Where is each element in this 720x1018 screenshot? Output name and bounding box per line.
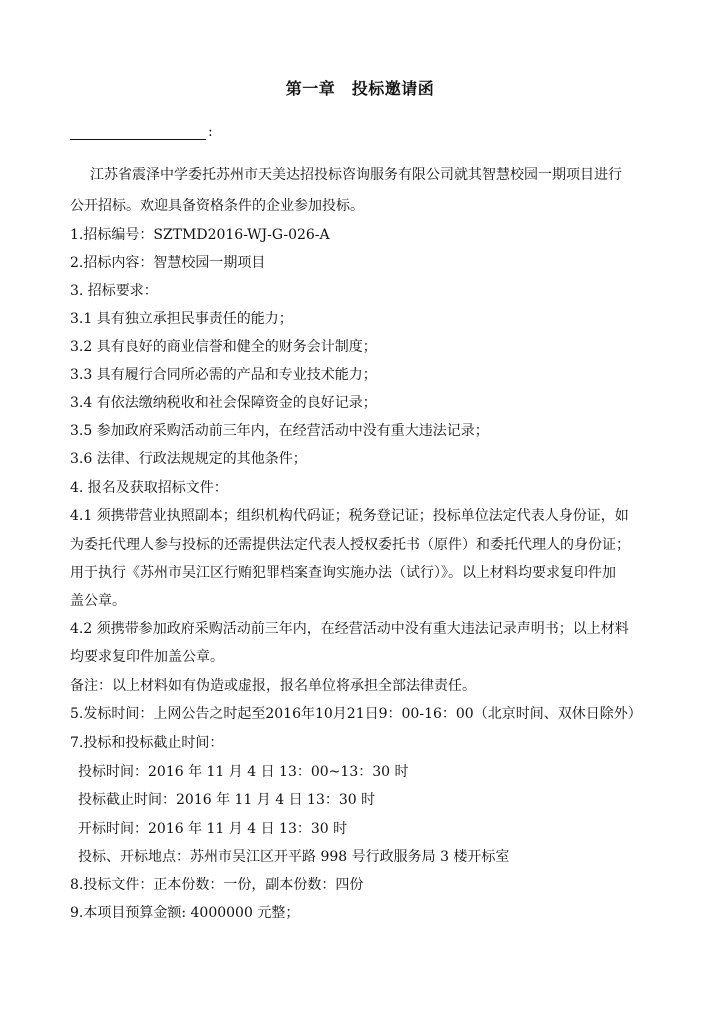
item-bid-times-heading: 7.投标和投标截止时间： <box>70 735 224 751</box>
item-registration-heading: 4. 报名及获取招标文件： <box>70 480 228 496</box>
item-requirements-heading: 3. 招标要求： <box>70 283 158 299</box>
item-budget: 9.本项目预算金额: 4000000 元整； <box>70 905 300 921</box>
registration-4-1-line-2: 为委托代理人参与投标的还需提供法定代表人授权委托书（原件）和委托代理人的身份证； <box>70 537 630 553</box>
requirement-3-4: 3.4 有依法缴纳税收和社会保障资金的良好记录； <box>70 395 377 411</box>
intro-paragraph-line-2: 公开招标。欢迎具备资格条件的企业参加投标。 <box>70 198 364 214</box>
registration-4-2-line-2: 均要求复印件加盖公章。 <box>70 649 224 665</box>
bid-time: 投标时间：2016 年 11 月 4 日 13：00~13：30 时 <box>78 764 409 780</box>
bid-deadline: 投标截止时间：2016 年 11 月 4 日 13：30 时 <box>78 792 376 808</box>
item-bid-documents: 8.投标文件：正本份数：一份，副本份数：四份 <box>70 877 364 893</box>
registration-4-1-line-4: 盖公章。 <box>70 593 126 609</box>
requirement-3-6: 3.6 法律、行政法规规定的其他条件； <box>70 451 307 467</box>
opening-time: 开标时间：2016 年 11 月 4 日 13：30 时 <box>78 821 348 837</box>
registration-4-1-line-1: 4.1 须携带营业执照副本；组织机构代码证；税务登记证；投标单位法定代表人身份证，如 <box>70 508 629 524</box>
addressee-line <box>70 124 213 142</box>
addressee-blank <box>70 125 206 140</box>
registration-4-1-line-3: 用于执行《苏州市吴江区行贿犯罪档案查询实施办法（试行）》。以上材料均要求复印件加 <box>70 565 616 581</box>
requirement-3-2: 3.2 具有良好的商业信誉和健全的财务会计制度； <box>70 339 377 355</box>
registration-4-2-line-1: 4.2 须携带参加政府采购活动前三年内，在经营活动中没有重大违法记录声明书；以上材料 <box>70 621 629 637</box>
item-release-time: 5.发标时间：上网公告之时起至2016年10月21日9：00-16：00（北京时间、双休日除外） <box>70 706 642 722</box>
bid-location: 投标、开标地点：苏州市吴江区开平路 998 号行政服务局 3 楼开标室 <box>78 849 510 865</box>
intro-paragraph-line-1: 江苏省震泽中学委托苏州市天美达招投标咨询服务有限公司就其智慧校园一期项目进行 <box>90 167 622 183</box>
item-tender-content: 2.招标内容：智慧校园一期项目 <box>70 255 266 271</box>
page-title: 第一章 投标邀请函 <box>285 79 435 98</box>
requirement-3-1: 3.1 具有独立承担民事责任的能力； <box>70 311 293 327</box>
requirement-3-5: 3.5 参加政府采购活动前三年内，在经营活动中没有重大违法记录； <box>70 423 489 439</box>
requirement-3-3: 3.3 具有履行合同所必需的产品和专业技术能力； <box>70 367 377 383</box>
addressee-colon: : <box>208 124 213 140</box>
note-line: 备注：以上材料如有伪造或虚报，报名单位将承担全部法律责任。 <box>70 678 476 694</box>
item-tender-number: 1.招标编号：SZTMD2016-WJ-G-026-A <box>70 227 330 243</box>
